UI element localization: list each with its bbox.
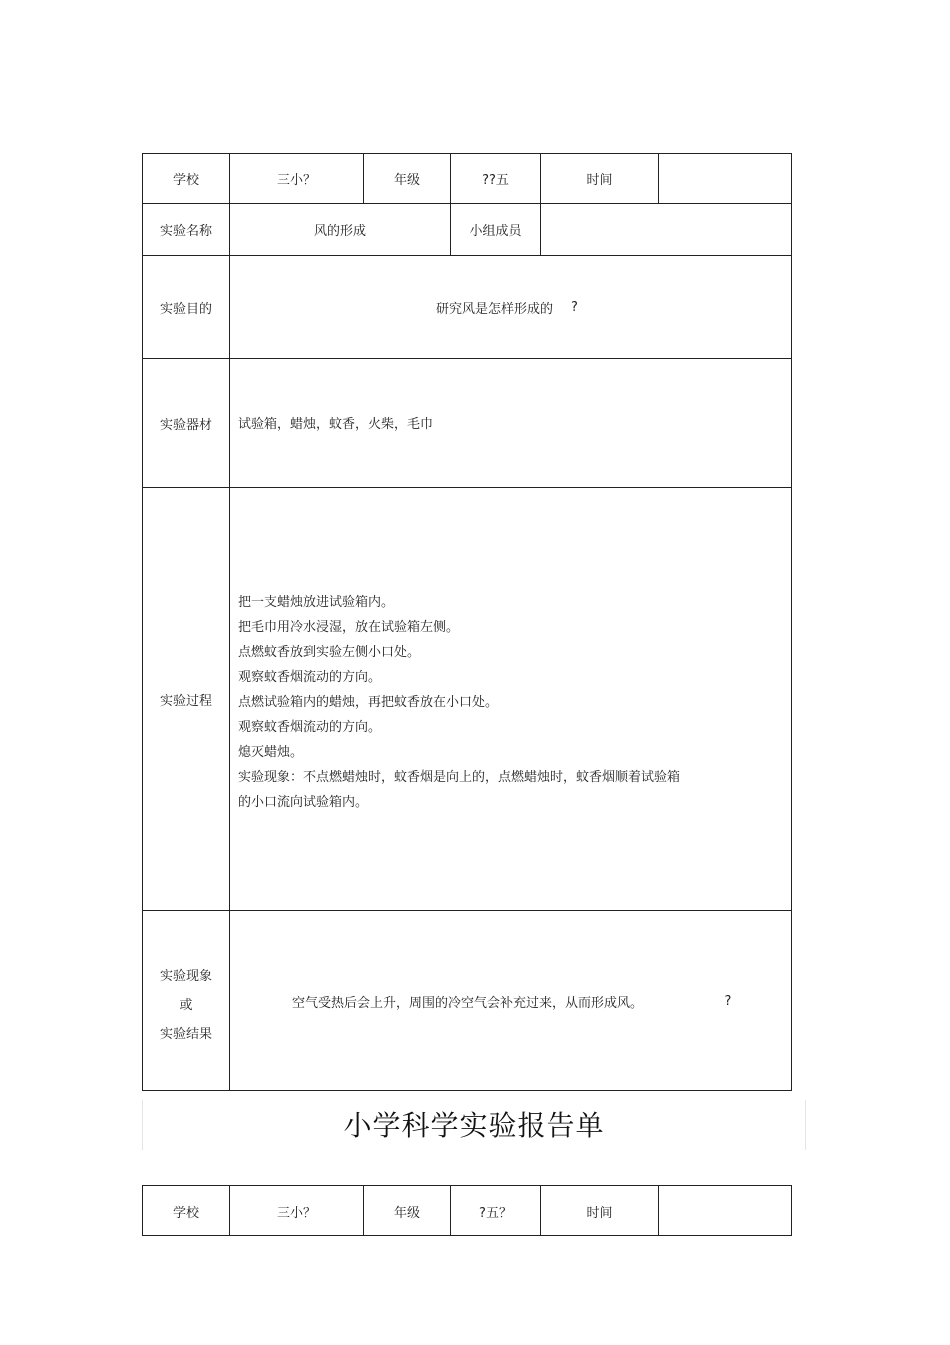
result-label-line: 实验结果 [159,1027,212,1042]
process-step: 把毛巾用冷水浸湿，放在试验箱左侧。 [238,620,460,635]
row-divider [142,487,792,488]
result-label-line: 实验现象 [159,969,212,984]
time-label: 时间 [586,173,613,188]
process-label: 实验过程 [159,693,212,709]
process-step: 点燃试验箱内的蜡烛，再把蚊香放在小口处。 [238,695,499,710]
process-steps [238,590,778,815]
process-step: 点燃蚊香放到实验左侧小口处。 [238,645,421,660]
experiment-name-label: 实验名称 [159,224,212,239]
purpose-mark: ? [571,299,578,315]
school-label: 学校 [172,173,199,188]
process-step: 观察蚊香烟流动的方向。 [238,670,382,685]
group-members-value [541,204,791,255]
materials-label: 实验器材 [159,417,212,433]
school-label-2: 学校 [172,1205,199,1221]
process-step: 观察蚊香烟流动的方向。 [238,720,382,735]
grade-value-2: ?五？ [479,1205,512,1221]
process-step: 的小口流向试验箱内。 [238,795,369,810]
result-text: 空气受热后会上升，周围的冷空气会补充过来，从而形成风。 [292,995,644,1011]
process-step: 熄灭蜡烛。 [238,745,304,760]
time-value-2 [659,1186,791,1236]
report-title: 小学科学实验报告单 [343,1109,605,1142]
time-label-2: 时间 [586,1205,613,1221]
grade-value: ??五 [482,173,509,188]
purpose-text: 研究风是怎样形成的 [436,301,554,317]
process-step: 实验现象：不点燃蜡烛时，蚊香烟是向上的，点燃蜡烛时，蚊香烟顺着试验箱 [238,770,681,785]
result-label [143,962,229,1049]
result-value [292,911,652,1091]
grade-label: 年级 [393,173,420,188]
experiment-name-value: 风的形成 [313,224,366,239]
grade-label-2: 年级 [393,1205,420,1221]
result-label-line: 或 [179,998,193,1013]
purpose-value [436,256,636,358]
time-value [659,154,791,203]
column-divider [229,153,230,1091]
school-value-2: 三小？ [276,1205,316,1221]
result-mark: ? [724,993,732,1009]
school-value: 三小？ [276,173,316,188]
process-step: 把一支蜡烛放进试验箱内。 [238,595,395,610]
purpose-label: 实验目的 [159,301,212,317]
group-members-label: 小组成员 [469,224,522,239]
materials-value: 试验箱，蜡烛，蚊香，火柴，毛巾 [238,417,434,432]
